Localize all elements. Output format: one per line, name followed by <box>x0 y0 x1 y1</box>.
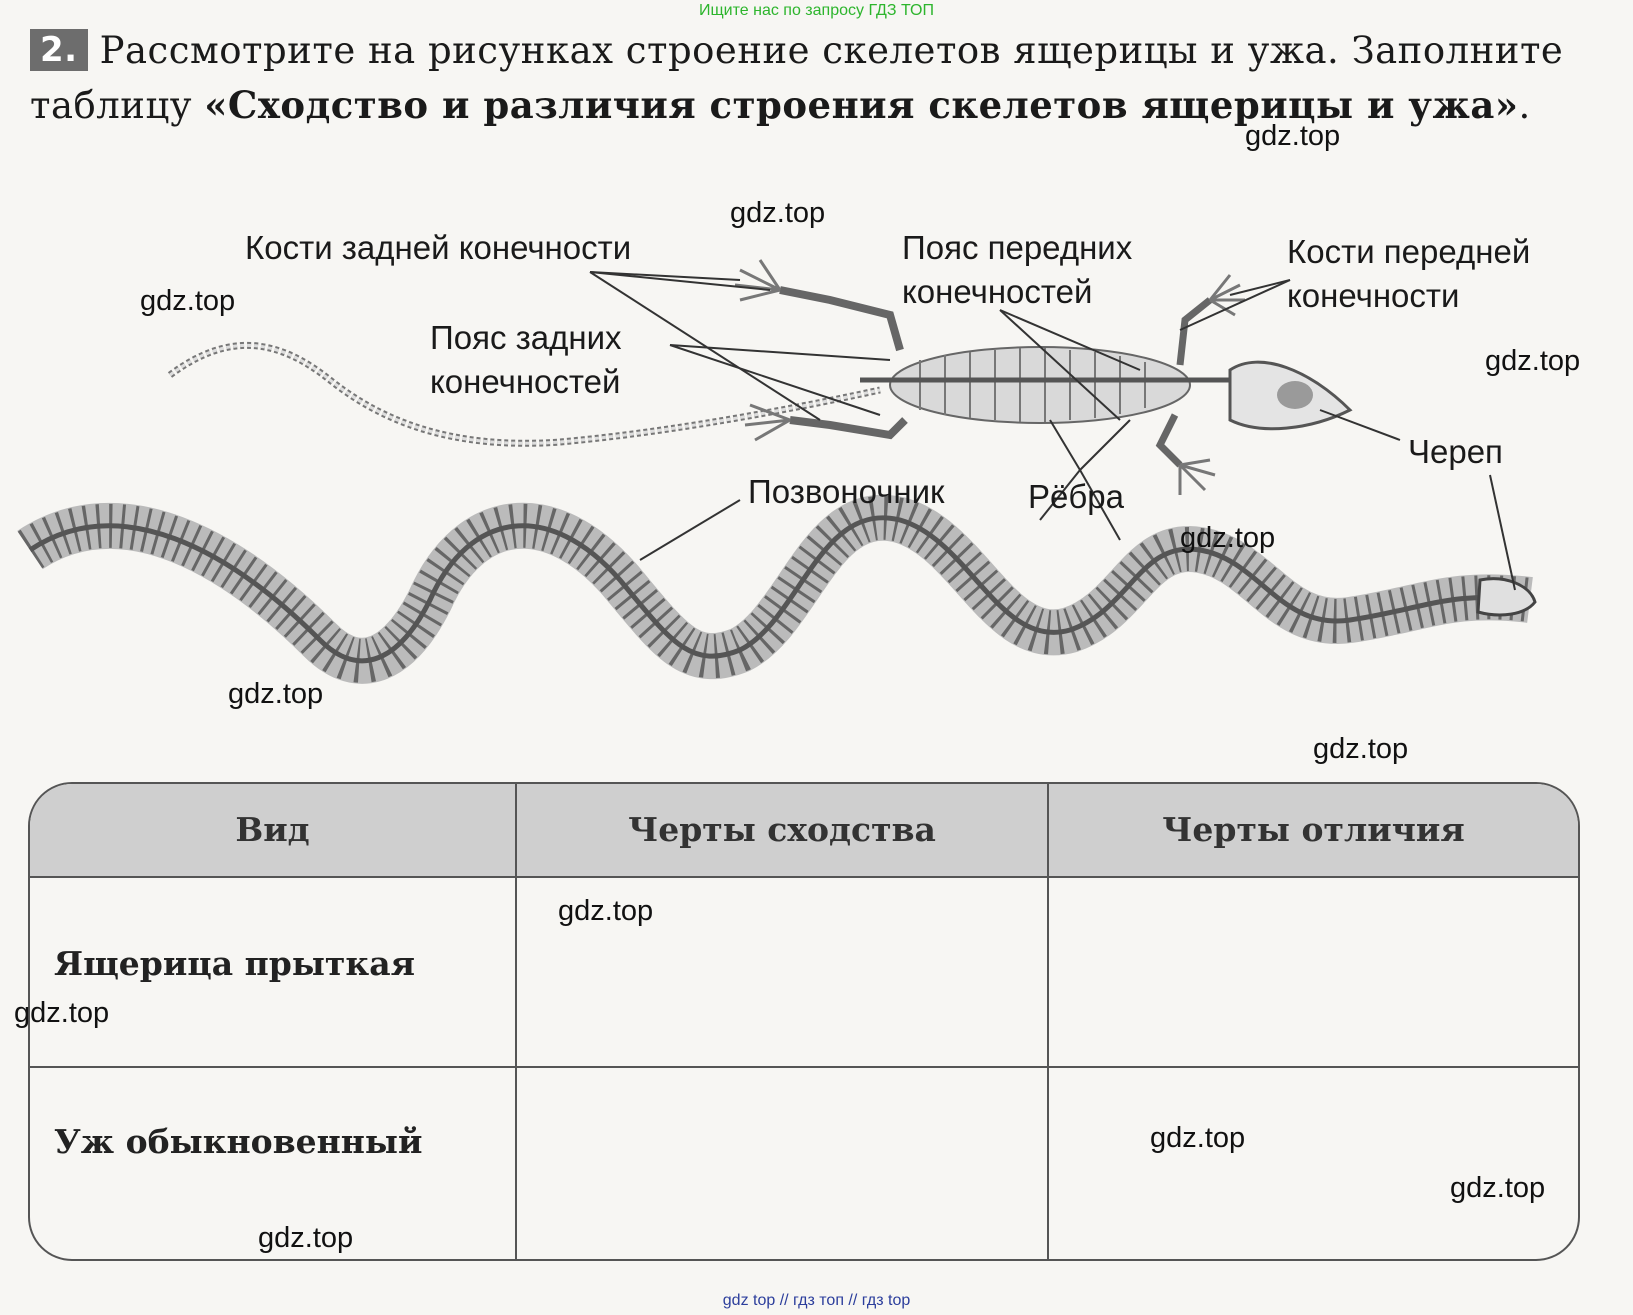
comparison-table <box>28 782 1580 1261</box>
task-number: 2. <box>30 29 88 71</box>
bottom-banner[interactable]: gdz top // гдз топ // гдз top <box>722 1292 911 1309</box>
skeleton-figure <box>0 220 1633 740</box>
cell-snake-differences[interactable] <box>1052 1070 1576 1257</box>
table-header <box>30 784 1578 878</box>
watermark: gdz.top <box>558 895 654 927</box>
watermark: gdz.top <box>730 197 826 229</box>
task-text-end: . <box>1518 84 1531 127</box>
header-species: Вид <box>235 810 310 849</box>
label-hind-girdle-line1: Пояс задних <box>430 319 622 356</box>
watermark: gdz.top <box>1180 522 1276 554</box>
label-hind-limb-bones: Кости задней конечности <box>245 229 632 266</box>
watermark: gdz.top <box>1313 733 1409 765</box>
label-skull: Череп <box>1408 433 1503 470</box>
lizard-hind-limb-upper <box>780 290 900 350</box>
column-divider <box>1047 784 1049 1259</box>
label-front-girdle-line1: Пояс передних <box>902 229 1133 266</box>
label-spine: Позвоночник <box>748 473 945 510</box>
row-divider <box>30 1066 1578 1068</box>
watermark: gdz.top <box>1485 345 1581 377</box>
watermark: gdz.top <box>1450 1172 1546 1204</box>
label-ribs: Рёбра <box>1028 478 1124 515</box>
watermark: gdz.top <box>1245 120 1341 152</box>
cell-lizard-differences[interactable] <box>1052 880 1576 1064</box>
task-text-plain: Рассмотрите на рисунках строение скелетов ящерицы и ужа. Заполните таблицу <box>30 29 1564 127</box>
watermark: gdz.top <box>258 1222 354 1254</box>
pointer-lines <box>590 272 1515 590</box>
row-species-lizard: Ящерица прыткая <box>54 944 415 983</box>
header-similarities: Черты сходства <box>628 810 936 849</box>
header-differences: Черты отличия <box>1162 810 1465 849</box>
task-text-bold: «Сходство и различия строения скелетов ящерицы и ужа» <box>204 83 1519 127</box>
lizard-front-limb-lower <box>1160 415 1180 465</box>
cell-snake-similarities[interactable] <box>520 1070 1045 1257</box>
lizard-front-limb-upper <box>1180 300 1210 365</box>
row-species-grass-snake: Уж обыкновенный <box>54 1122 423 1161</box>
lizard-hind-limb-lower <box>790 420 905 435</box>
column-divider <box>515 784 517 1259</box>
top-banner[interactable]: Ищите нас по запросу ГДЗ ТОП <box>699 2 934 19</box>
watermark: gdz.top <box>14 997 110 1029</box>
task-text <box>30 24 1590 133</box>
label-front-limb-bones-line2: конечности <box>1287 277 1460 314</box>
watermark: gdz.top <box>1150 1122 1246 1154</box>
label-hind-girdle-line2: конечностей <box>430 363 621 400</box>
label-front-limb-bones-line1: Кости передней <box>1287 233 1531 270</box>
watermark: gdz.top <box>140 285 236 317</box>
label-front-girdle-line2: конечностей <box>902 273 1093 310</box>
watermark: gdz.top <box>228 678 324 710</box>
